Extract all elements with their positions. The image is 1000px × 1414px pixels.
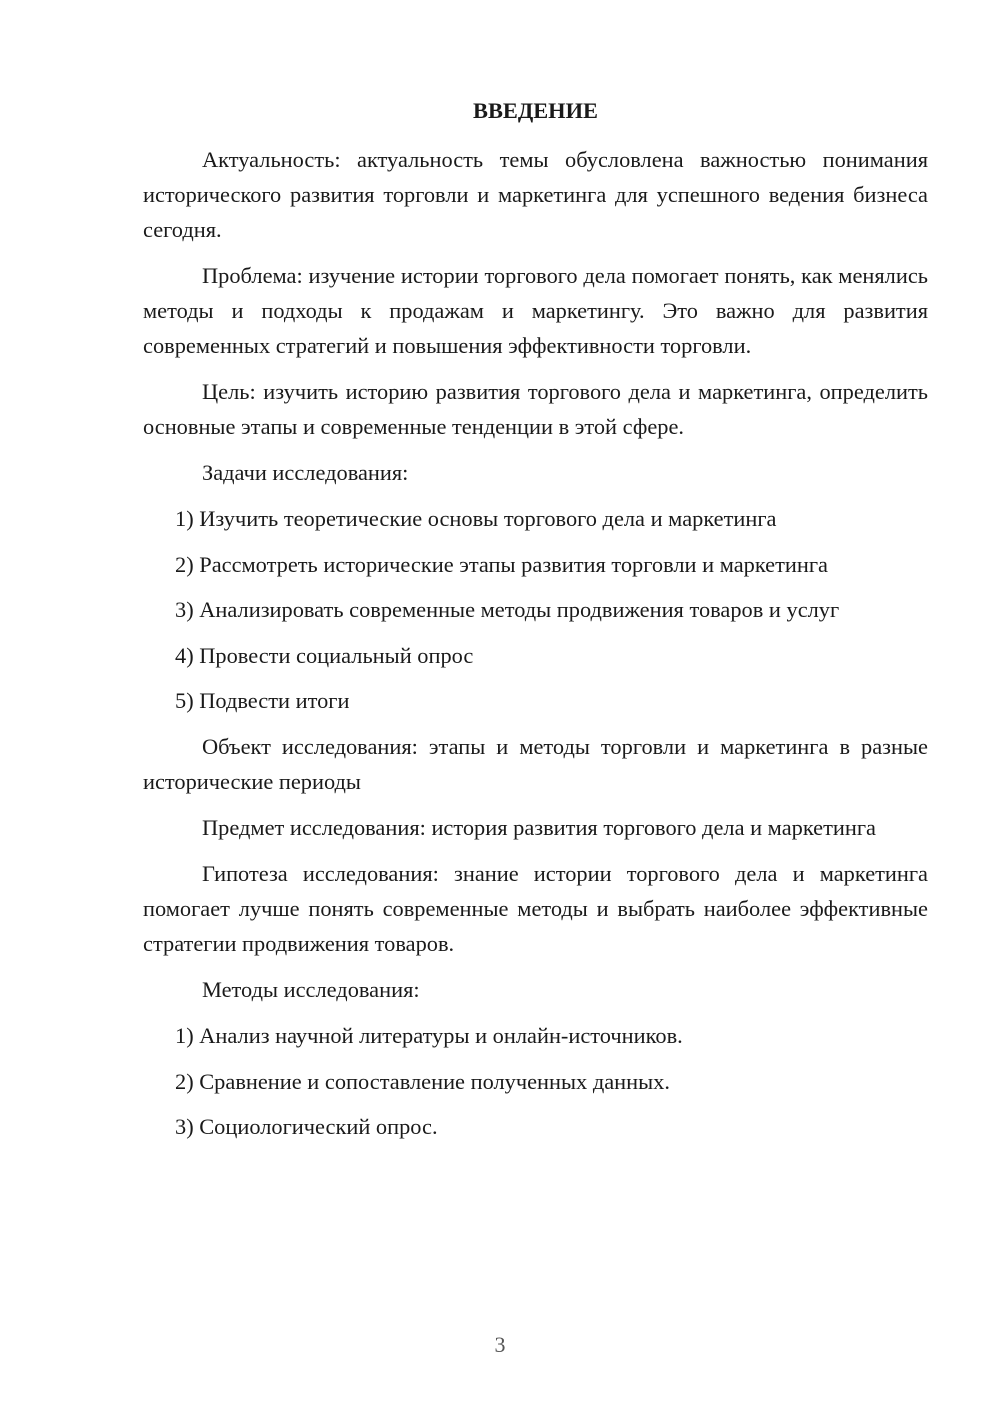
relevance-paragraph: Актуальность: актуальность темы обусловлена важностью понимания исторического развития торговли и маркетинга для успешного ведения бизнеса сегодня.	[143, 147, 928, 242]
list-item: 1) Анализ научной литературы и онлайн-источников.	[175, 1023, 683, 1048]
page-title: ВВЕДЕНИЕ	[473, 98, 598, 123]
tasks-label: Задачи исследования:	[202, 460, 409, 485]
list-item: 2) Рассмотреть исторические этапы развития торговли и маркетинга	[175, 551, 828, 577]
subject-paragraph: Предмет исследования: история развития торгового дела и маркетинга	[202, 815, 876, 840]
tasks-list	[143, 501, 928, 718]
problem-paragraph: Проблема: изучение истории торгового дела помогает понять, как менялись методы и подходы к продажам и маркетингу. Это важно для развития современных стратегий и повышения эффективности торговли.	[143, 263, 928, 358]
list-item: 5) Подвести итоги	[175, 688, 350, 713]
page-number: 3	[494, 1332, 506, 1357]
methods-label: Методы исследования:	[202, 977, 420, 1002]
page-content	[143, 93, 928, 1155]
hypothesis-paragraph: Гипотеза исследования: знание истории торгового дела и маркетинга помогает лучше понять современные методы и выбрать наиболее эффективные стратегии продвижения товаров.	[143, 861, 928, 956]
list-item: 1) Изучить теоретические основы торгового дела и маркетинга	[175, 506, 777, 531]
methods-list	[143, 1018, 928, 1144]
list-item: 4) Провести социальный опрос	[175, 642, 474, 668]
object-paragraph: Объект исследования: этапы и методы торговли и маркетинга в разные исторические периоды	[143, 734, 928, 794]
list-item: 3) Социологический опрос.	[175, 1114, 438, 1139]
list-item: 2) Сравнение и сопоставление полученных данных.	[175, 1068, 670, 1094]
goal-paragraph: Цель: изучить историю развития торгового дела и маркетинга, определить основные этапы и современные тенденции в этой сфере.	[143, 379, 928, 439]
list-item: 3) Анализировать современные методы продвижения товаров и услуг	[175, 597, 840, 622]
